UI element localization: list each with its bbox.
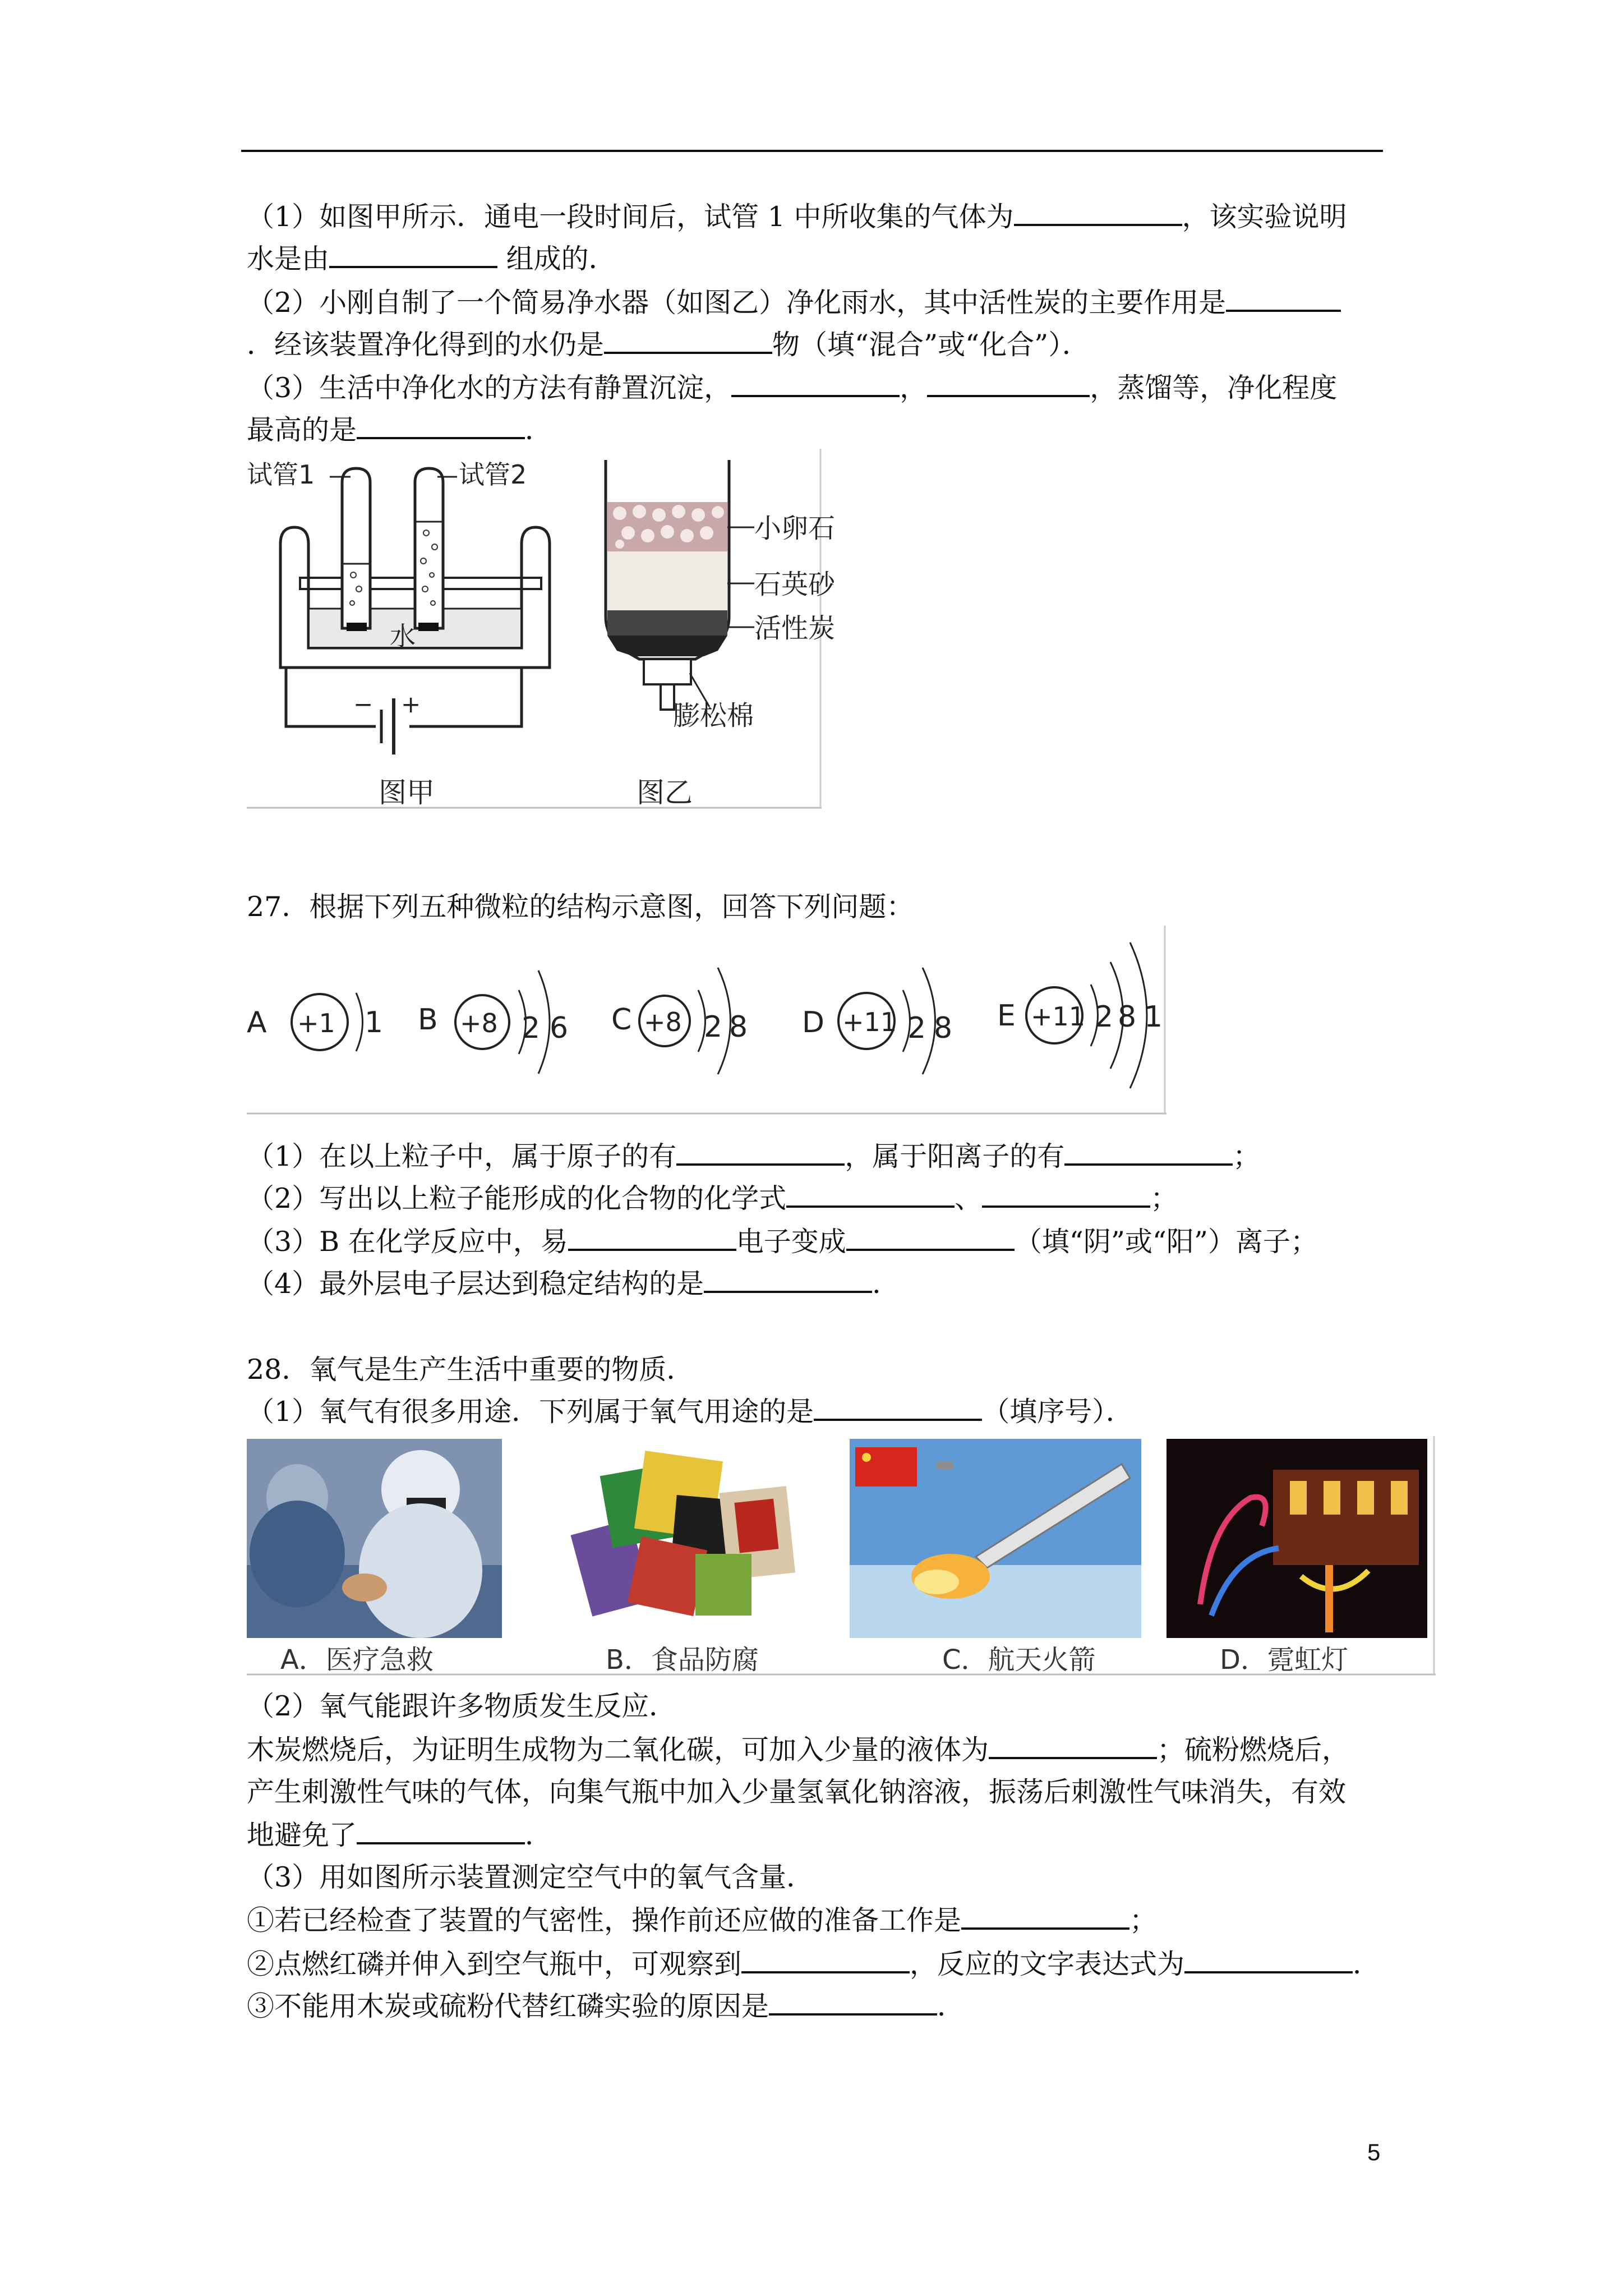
cotton-label: 膨松棉	[673, 700, 754, 731]
tube1-label: 试管1	[247, 459, 315, 490]
answer-blank[interactable]	[961, 1905, 1129, 1930]
particle-letter: D	[802, 1006, 825, 1039]
answer-blank[interactable]	[357, 1820, 525, 1844]
q26-p1-text: （1）如图甲所示．通电一段时间后，试管 1 中所收集的气体为	[247, 201, 1014, 233]
q28-line-3c	[247, 1947, 1380, 1982]
nucleus-charge: +8	[644, 1007, 682, 1037]
q28-p3-text: ；	[1129, 1904, 1158, 1936]
q26-p2-text: ．经该装置净化得到的水仍是	[247, 329, 605, 361]
shell-electrons: 8	[729, 1010, 748, 1044]
negative-terminal-label: −	[353, 691, 374, 718]
q26-line-5	[247, 370, 1337, 406]
q28-p3-heading: （3）用如图所示装置测定空气中的氧气含量．	[247, 1861, 814, 1893]
answer-blank[interactable]	[1226, 287, 1341, 312]
particle-e	[997, 942, 1163, 1088]
activated-carbon-label: 活性炭	[754, 613, 836, 644]
shell-electrons: 2	[522, 1011, 541, 1045]
q27-p3-text: 电子变成	[736, 1226, 846, 1258]
answer-blank[interactable]	[1184, 1949, 1353, 1973]
q28-line-2a	[247, 1732, 1349, 1768]
q26-p2-text: （2）小刚自制了一个简易净水器（如图乙）净化雨水，其中活性炭的主要作用是	[247, 287, 1227, 319]
q27-p2-text: （2）写出以上粒子能形成的化合物的化学式	[247, 1182, 787, 1214]
q28-p3-text: ②点燃红磷并伸入到空气瓶中，可观察到	[247, 1948, 742, 1980]
atomic-structure-diagrams	[247, 926, 1166, 1116]
answer-blank[interactable]	[357, 415, 525, 439]
q26-p2-text: 物（填“混合”或“化合”）．	[772, 329, 1090, 361]
particle-letter: B	[418, 1003, 438, 1037]
q27-line-3	[247, 1224, 1318, 1260]
q28-line-1	[247, 1394, 1133, 1430]
q26-p3-text: ．	[525, 414, 553, 446]
shell-electrons: 2	[1095, 1000, 1114, 1034]
tube2-label: 试管2	[459, 459, 527, 490]
shell-electrons: 8	[934, 1011, 953, 1045]
page-number: 5	[1367, 2139, 1381, 2165]
particle-b	[418, 970, 568, 1074]
q28-line-3f	[247, 1989, 965, 2024]
answer-blank[interactable]	[989, 1734, 1157, 1759]
q26-p3-text: （3）生活中净化水的方法有静置沉淀，	[247, 372, 732, 404]
quartz-sand-label: 石英砂	[754, 569, 836, 600]
particle-letter: E	[997, 999, 1016, 1033]
answer-blank[interactable]	[769, 1991, 937, 2016]
q27-p1-text: （1）在以上粒子中，属于原子的有	[247, 1140, 677, 1172]
option-b-caption: B．食品防腐	[606, 1644, 759, 1676]
q27-p2-text: 、	[955, 1182, 983, 1214]
q28-p2-text: 产生刺激性气味的气体，向集气瓶中加入少量氢氧化钠溶液，振荡后刺激性气味消失，有效	[247, 1776, 1347, 1808]
medical-photo	[247, 1439, 502, 1638]
answer-blank[interactable]	[786, 1183, 955, 1208]
option-a-caption: A．医疗急救	[280, 1644, 434, 1676]
q26-line-4	[247, 327, 1090, 363]
nucleus-charge: +11	[1031, 1001, 1086, 1032]
q28-p3-text: ，反应的文字表达式为	[910, 1948, 1185, 1980]
q28-p2-heading: （2）氧气能跟许多物质发生反应．	[247, 1690, 677, 1722]
shell-electrons: 2	[907, 1011, 926, 1045]
q26-p3-text: 最高的是	[247, 414, 357, 446]
q26-p3-text: ，	[900, 372, 928, 404]
answer-blank[interactable]	[568, 1226, 736, 1251]
figure-yi-caption: 图乙	[637, 776, 693, 809]
q27-p1-text: ，属于阳离子的有	[845, 1140, 1065, 1172]
shell-electrons: 2	[704, 1010, 723, 1044]
answer-blank[interactable]	[814, 1396, 982, 1421]
q26-p3-text: ，蒸馏等，净化程度	[1090, 372, 1338, 404]
particle-letter: A	[247, 1006, 267, 1039]
shell-electrons: 1	[365, 1006, 384, 1039]
answer-blank[interactable]	[731, 372, 900, 397]
neon-lights-photo	[1166, 1439, 1427, 1638]
positive-terminal-label: +	[401, 691, 421, 718]
q28-p1-text: （填序号）．	[982, 1396, 1133, 1428]
q28-p1-text: （1）氧气有很多用途．下列属于氧气用途的是	[247, 1396, 814, 1428]
nucleus-charge: +8	[460, 1008, 498, 1038]
particle-a	[247, 993, 383, 1051]
nucleus-charge: +11	[842, 1007, 897, 1037]
q27-line-1	[247, 1139, 1260, 1175]
electrolysis-and-filter-figure	[247, 449, 836, 813]
q26-line-1	[247, 199, 1347, 235]
q28-stem: 28．氧气是生产生活中重要的物质．	[247, 1354, 694, 1386]
option-d-caption: D．霓虹灯	[1220, 1644, 1348, 1676]
q26-line-3	[247, 285, 1341, 321]
q28-line-3a	[247, 1903, 1157, 1939]
q26-p1-text: 水是由	[247, 243, 330, 275]
q28-p3-text: ③不能用木炭或硫粉代替红磷实验的原因是	[247, 1990, 769, 2022]
q27-p3-text: （填“阴”或“阳”）离子；	[1014, 1226, 1318, 1258]
answer-blank[interactable]	[1064, 1141, 1233, 1166]
q27-stem: 27．根据下列五种微粒的结构示意图，回答下列问题：	[247, 891, 914, 923]
q28-p2-text: 地避免了	[247, 1819, 357, 1851]
particle-c	[611, 968, 748, 1074]
q27-p4-text: ．	[872, 1268, 900, 1300]
q26-line-2	[247, 241, 616, 277]
answer-blank[interactable]	[604, 329, 772, 354]
rocket-photo	[850, 1439, 1141, 1638]
q28-p3-text: ①若已经检查了装置的气密性，操作前还应做的准备工作是	[247, 1904, 962, 1936]
answer-blank[interactable]	[741, 1949, 910, 1973]
shell-electrons: 6	[550, 1011, 569, 1045]
answer-blank[interactable]	[704, 1268, 872, 1293]
q27-line-4	[247, 1266, 900, 1302]
answer-blank[interactable]	[927, 372, 1090, 397]
answer-blank[interactable]	[982, 1183, 1150, 1208]
q27-line-2	[247, 1181, 1178, 1217]
answer-blank[interactable]	[846, 1226, 1015, 1251]
q26-p1-text: 组成的．	[497, 243, 616, 275]
particle-d	[802, 968, 952, 1074]
q26-p1-text: ，该实验说明	[1182, 201, 1347, 233]
option-c-caption: C．航天火箭	[942, 1644, 1096, 1676]
shell-electrons: 8	[1118, 1000, 1137, 1034]
header-rule	[241, 150, 1383, 152]
q28-p3-text: ．	[937, 1990, 965, 2022]
q28-line-2d	[247, 1818, 552, 1853]
q28-p2-text: ．	[525, 1819, 553, 1851]
q27-p2-text: ；	[1150, 1182, 1178, 1214]
q28-p3-text: ．	[1353, 1948, 1381, 1980]
particle-letter: C	[611, 1003, 632, 1037]
q28-p2-text: ；硫粉燃烧后，	[1157, 1734, 1350, 1766]
water-label: 水	[390, 621, 416, 651]
q28-p2-text: 木炭燃烧后，为证明生成物为二氧化碳，可加入少量的液体为	[247, 1734, 989, 1766]
q27-p3-text: （3）B 在化学反应中，易	[247, 1226, 568, 1258]
nucleus-charge: +1	[297, 1008, 335, 1038]
answer-blank[interactable]	[676, 1141, 845, 1166]
answer-blank[interactable]	[329, 243, 497, 268]
q27-p4-text: （4）最外层电子层达到稳定结构的是	[247, 1268, 704, 1300]
pebble-label: 小卵石	[754, 513, 836, 544]
shell-electrons: 1	[1144, 1000, 1163, 1034]
q27-p1-text: ；	[1233, 1140, 1261, 1172]
answer-blank[interactable]	[1014, 201, 1182, 226]
q26-line-6	[247, 412, 552, 448]
figure-jia-caption: 图甲	[379, 776, 435, 809]
